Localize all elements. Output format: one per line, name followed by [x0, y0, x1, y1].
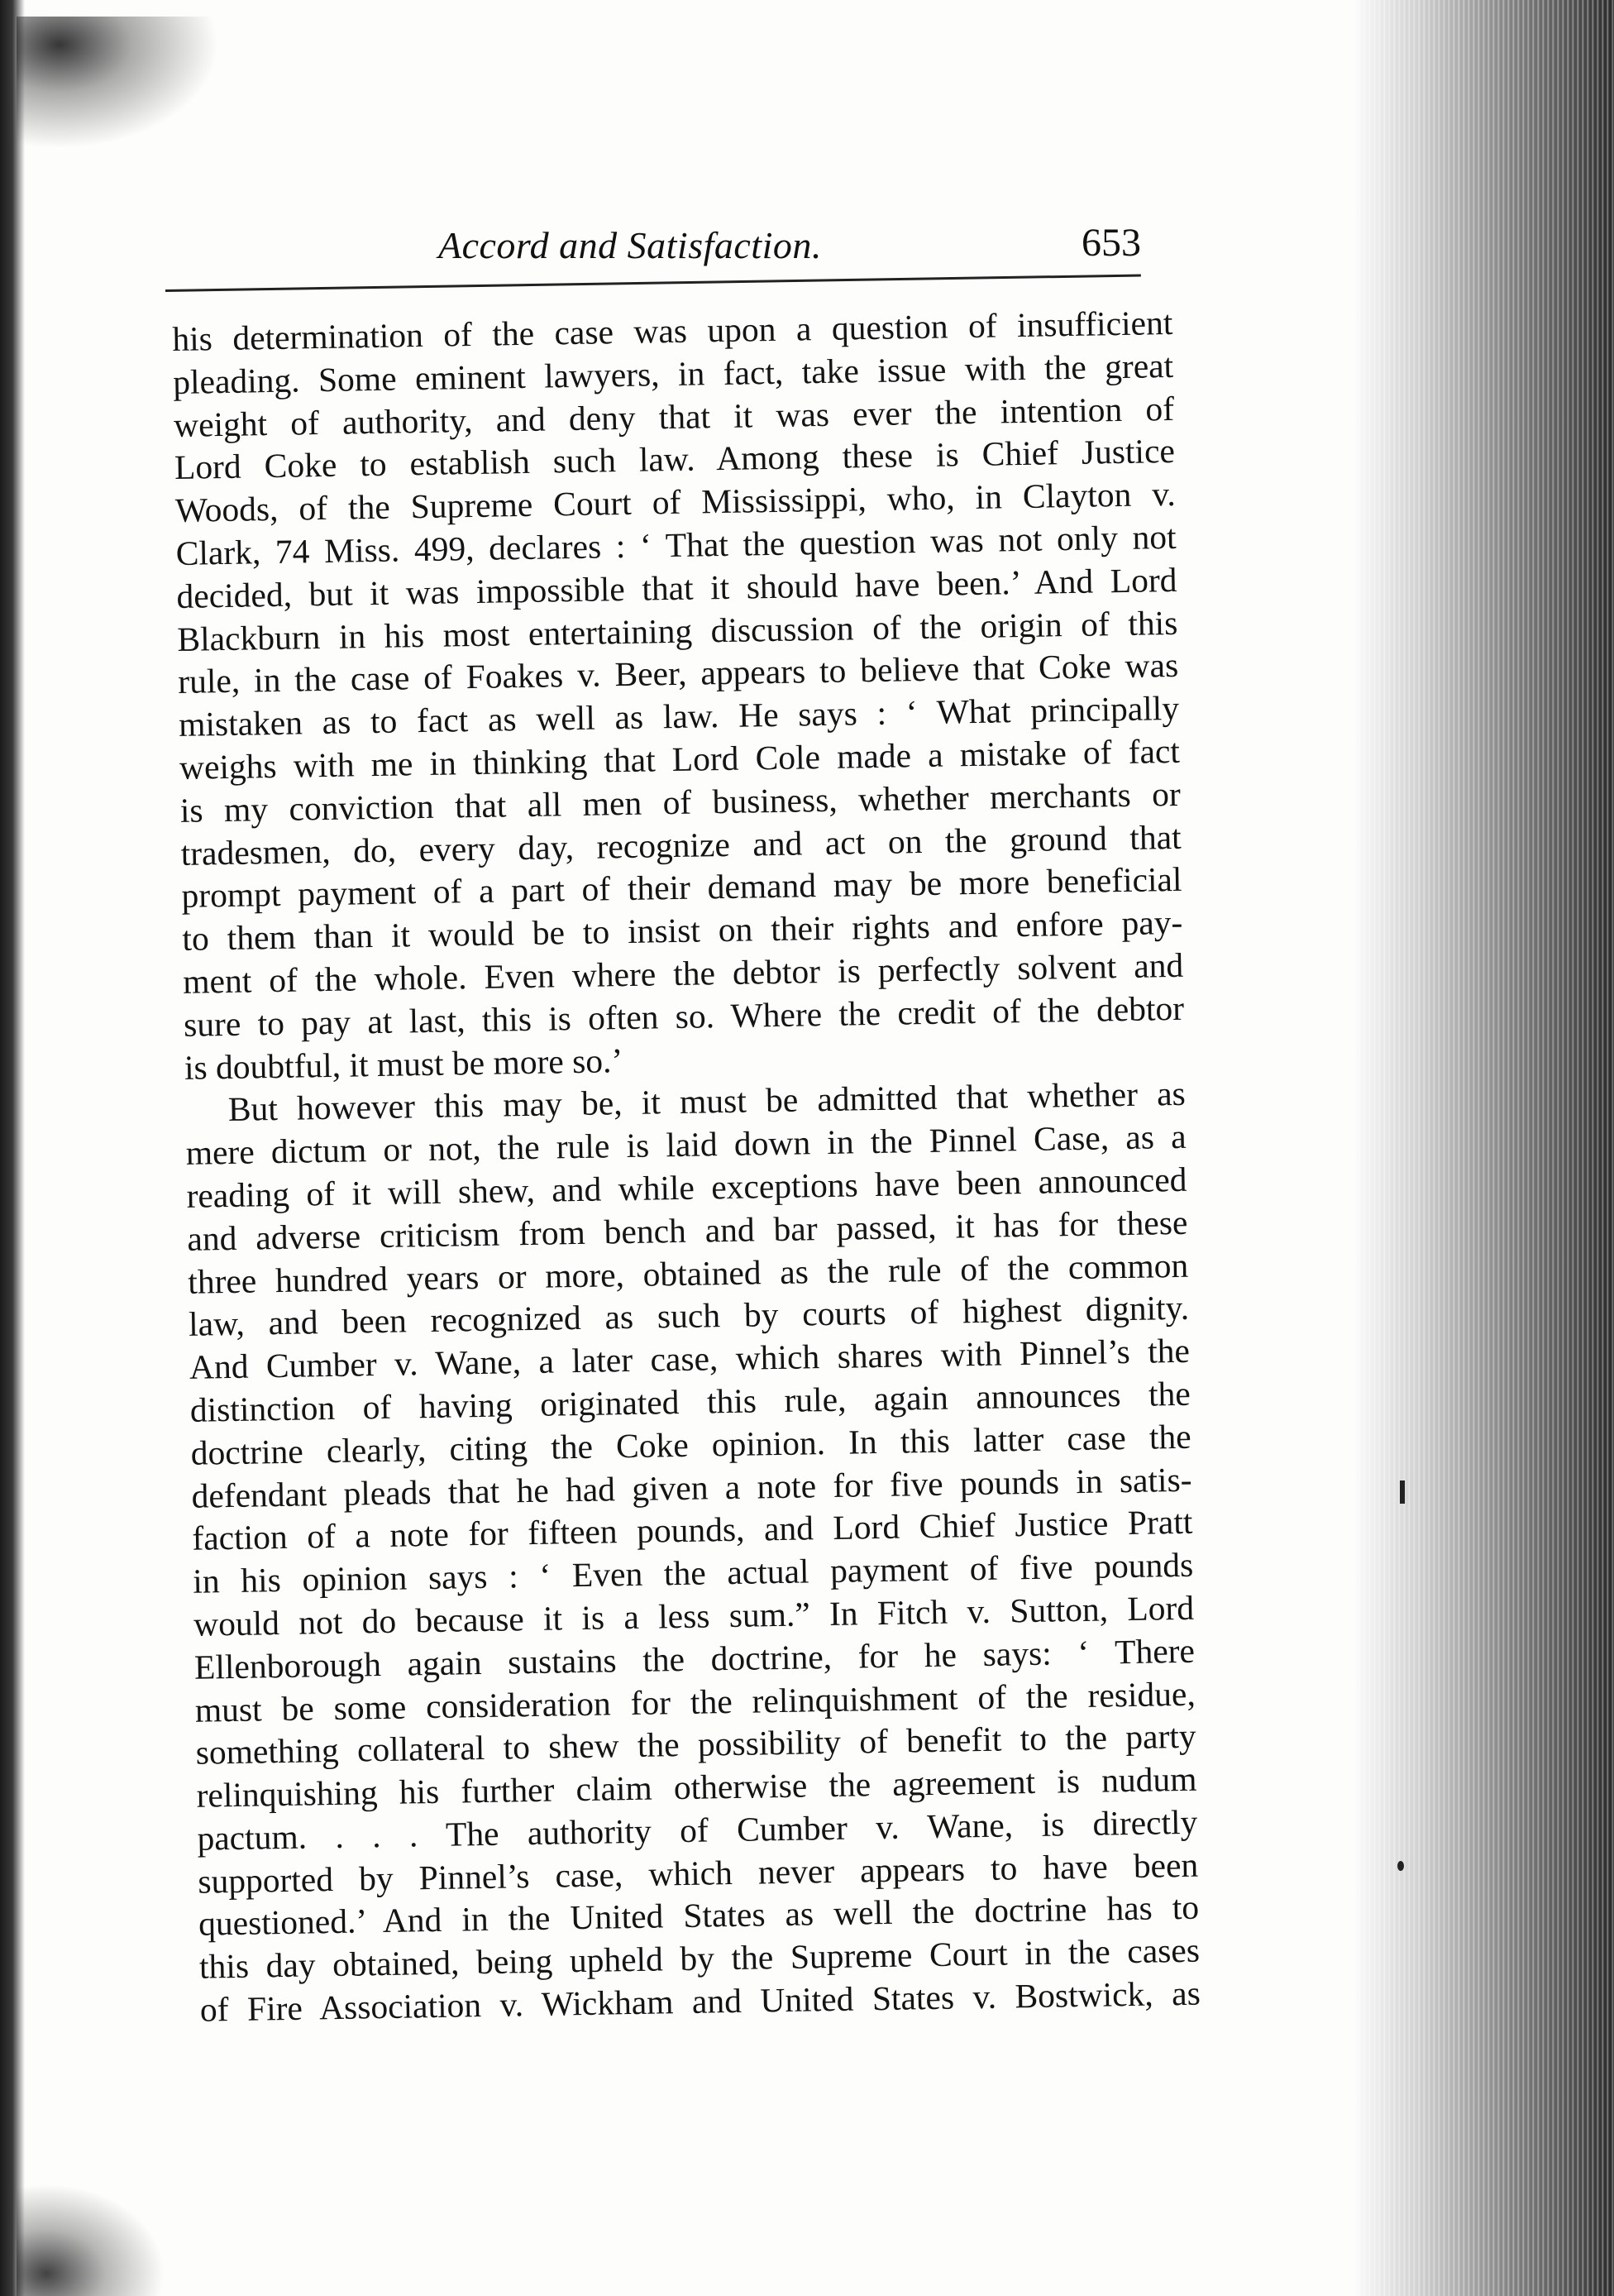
text-line: ment of the whole. Even where the debtor is perfectly solvent and: [182, 945, 1184, 1001]
text-line: faction of a note for fifteen pounds, and Lord Chief Justice Pratt: [192, 1503, 1193, 1558]
text-line: supported by Pinnel’s case, which never appears to have been: [197, 1845, 1199, 1901]
text-line: weight of authority, and deny that it was ever the intention of: [173, 389, 1175, 444]
text-line: rule, in the case of Foakes v. Beer, appears to believe that Coke was: [177, 646, 1179, 701]
running-head: [165, 217, 1141, 275]
text-line: But however this may be, it must be admitted that whether as: [227, 1074, 1187, 1129]
margin-speck: [1400, 1480, 1405, 1504]
text-line: Woods, of the Supreme Court of Mississippi, who, in Clayton v.: [174, 475, 1177, 530]
text-line: his determination of the case was upon a question of insufficient: [172, 303, 1173, 358]
text-line: decided, but it was impossible that it should have been.’ And Lord: [176, 560, 1177, 615]
margin-speck: [1397, 1861, 1404, 1871]
text-line: mere dictum or not, the rule is laid down in the Pinnel Case, as a: [185, 1117, 1187, 1172]
text-line: in his opinion says : ‘ Even the actual payment of five pounds: [192, 1545, 1194, 1600]
text-line: something collateral to shew the possibility of benefit to the party: [195, 1717, 1196, 1772]
text-line: Blackburn in his most entertaining discussion of the origin of this: [177, 603, 1178, 658]
page-fore-edge: [1356, 0, 1614, 2296]
text-line: is doubtful, it must be more so.’: [184, 1040, 623, 1087]
text-line: would not do because it is a less sum.” In Fitch v. Sutton, Lord: [193, 1588, 1195, 1643]
scan-shadow-top: [17, 17, 232, 157]
text-line: of Fire Association v. Wickham and United States v. Bostwick, as: [199, 1973, 1201, 2029]
text-line: questioned.’ And in the United States as well the doctrine has to: [198, 1888, 1200, 1944]
text-line: distinction of having originated this rule, again announces the: [189, 1374, 1191, 1429]
text-line: relinquishing his further claim otherwise the agreement is nudum: [196, 1759, 1197, 1815]
text-line: pactum. . . . The authority of Cumber v. Wane, is directly: [197, 1802, 1198, 1858]
text-line: and adverse criticism from bench and bar passed, it has for these: [187, 1203, 1188, 1258]
paragraph-2: [184, 1073, 1201, 2031]
text-line: defendant pleads that he had given a note for five pounds in satis-: [191, 1460, 1192, 1515]
text-line: Ellenborough again sustains the doctrine, for he says: ‘ There: [193, 1631, 1196, 1686]
text-line: must be some consideration for the relinquishment of the residue,: [194, 1674, 1196, 1729]
scan-shadow-bottom: [17, 2184, 165, 2296]
book-gutter: [0, 0, 25, 2296]
text-line: Clark, 74 Miss. 499, declares : ‘ That the question was not only not: [175, 517, 1177, 572]
text-line: mistaken as to fact as well as law. He says : ‘ What principally: [178, 689, 1180, 744]
text-line: sure to pay at last, this is often so. Where the credit of the debtor: [183, 988, 1185, 1044]
text-line: And Cumber v. Wane, a later case, which shares with Pinnel’s the: [189, 1331, 1191, 1386]
text-line: reading of it will shew, and while exceptions have been announced: [186, 1160, 1187, 1215]
text-line: this day obtained, being upheld by the Supreme Court in the cases: [198, 1930, 1201, 1987]
text-line: to them than it would be to insist on their rights and enfore pay-: [182, 902, 1183, 959]
running-title: Accord and Satisfaction.: [438, 224, 822, 266]
text-line: tradesmen, do, every day, recognize and act on the ground that: [180, 817, 1182, 873]
text-line: prompt payment of a part of their demand may be more beneficial: [181, 860, 1182, 916]
text-line: weighs with me in thinking that Lord Cole made a mistake of fact: [179, 731, 1181, 787]
page-number: 653: [1082, 221, 1141, 265]
paragraph-1: [172, 302, 1185, 1089]
text-line: law, and been recognized as such by courts of highest dignity.: [188, 1289, 1190, 1344]
text-line: three hundred years or more, obtained as the rule of the common: [187, 1246, 1189, 1301]
text-line: pleading. Some eminent lawyers, in fact, take issue with the great: [172, 346, 1174, 401]
body-text: [172, 302, 1201, 2032]
text-line: Lord Coke to establish such law. Among these is Chief Justice: [174, 432, 1176, 487]
text-line: doctrine clearly, citing the Coke opinion. In this latter case the: [190, 1417, 1191, 1472]
text-line: is my conviction that all men of business, whether merchants or: [179, 774, 1182, 830]
